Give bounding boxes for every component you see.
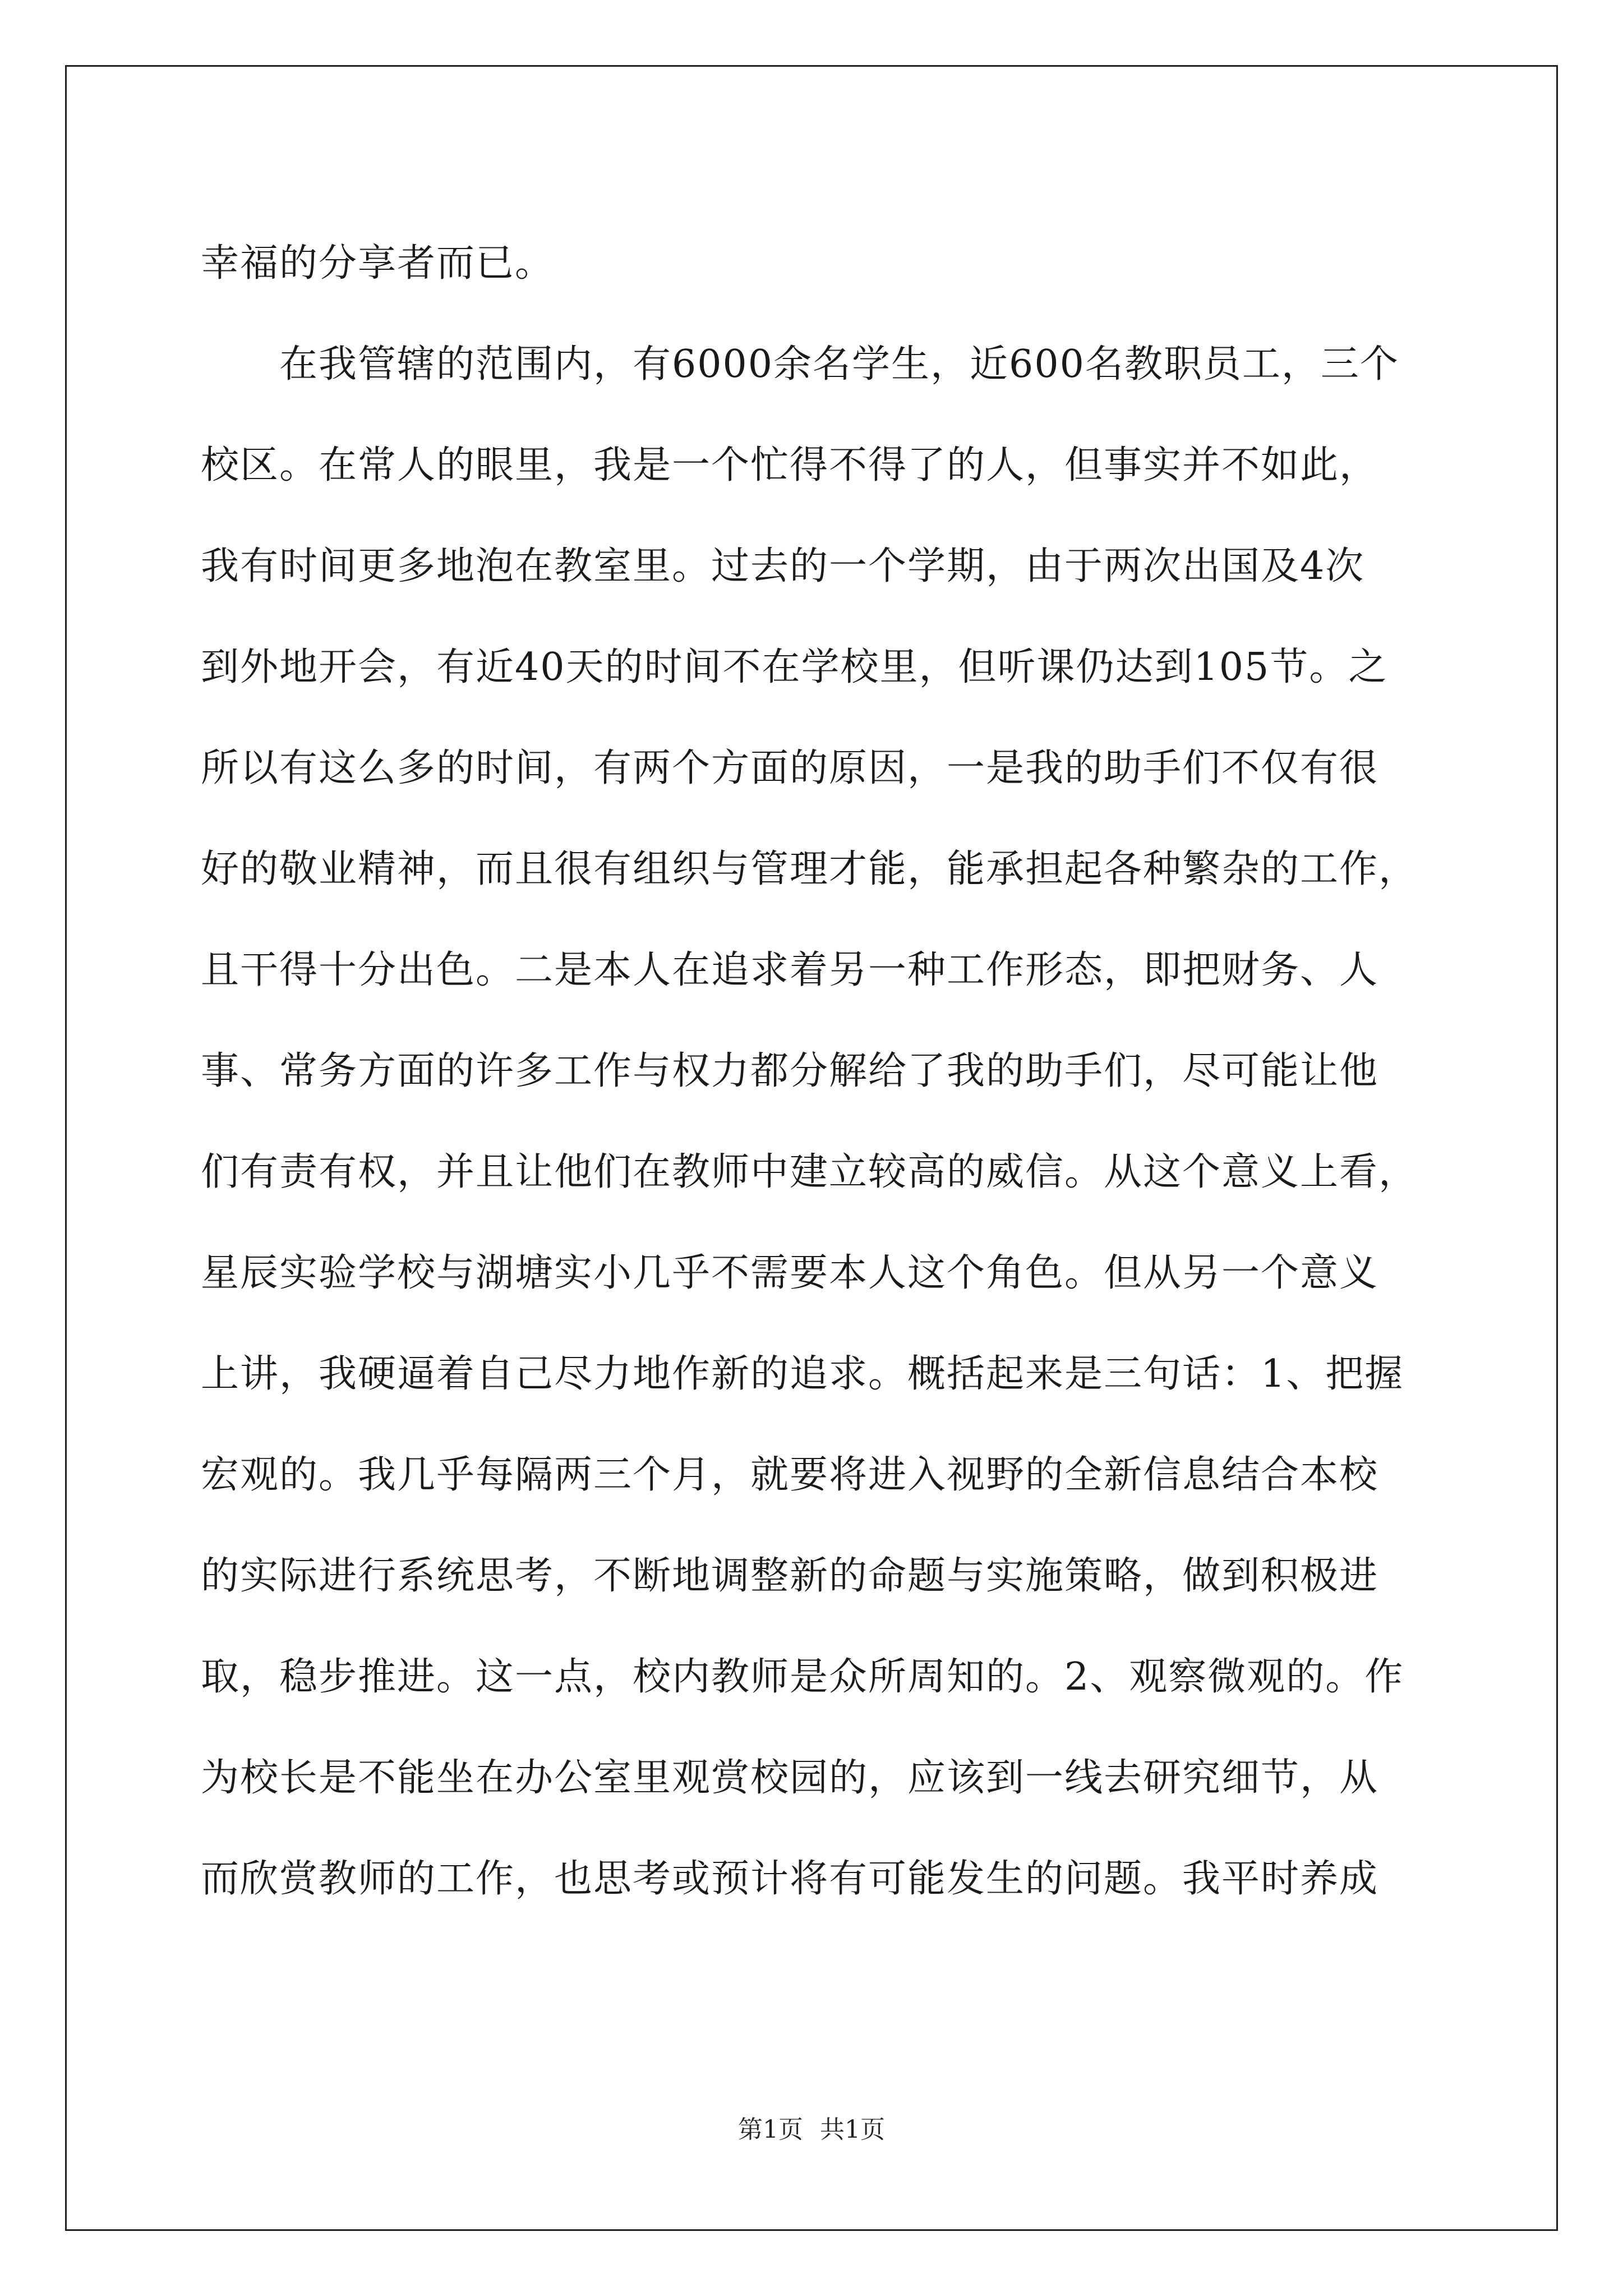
text-line: 们有责有权，并且让他们在教师中建立较高的威信。从这个意义上看， [201, 1150, 1418, 1194]
document-body [201, 213, 1423, 1930]
text-line: 幸福的分享者而已。 [201, 241, 555, 286]
text-line: 星辰实验学校与湖塘实小几乎不需要本人这个角色。但从另一个意义 [201, 1251, 1379, 1295]
page-number: 第1页 [738, 2115, 803, 2144]
text-line: 事、常务方面的许多工作与权力都分解给了我的助手们，尽可能让他 [201, 1049, 1379, 1093]
text-line: 我有时间更多地泡在教室里。过去的一个学期，由于两次出国及4次 [201, 544, 1365, 588]
text-line: 宏观的。我几乎每隔两三个月，就要将进入视野的全新信息结合本校 [201, 1453, 1379, 1497]
page-footer [0, 2109, 1623, 2145]
text-line: 校区。在常人的眼里，我是一个忙得不得了的人，但事实并不如此， [201, 443, 1379, 487]
text-line: 所以有这么多的时间，有两个方面的原因，一是我的助手们不仅有很 [201, 746, 1379, 790]
text-line: 上讲，我硬逼着自己尽力地作新的追求。概括起来是三句话：1、把握 [201, 1352, 1404, 1396]
text-line: 为校长是不能坐在办公室里观赏校园的，应该到一线去研究细节，从 [201, 1756, 1379, 1800]
page-total: 共1页 [820, 2115, 885, 2144]
text-line: 取，稳步推进。这一点，校内教师是众所周知的。2、观察微观的。作 [201, 1655, 1404, 1699]
text-line: 而欣赏教师的工作，也思考或预计将有可能发生的问题。我平时养成 [201, 1857, 1379, 1901]
text-line: 的实际进行系统思考，不断地调整新的命题与实施策略，做到积极进 [201, 1554, 1379, 1598]
text-line: 好的敬业精神，而且很有组织与管理才能，能承担起各种繁杂的工作， [201, 847, 1418, 891]
text-line: 在我管辖的范围内，有6000余名学生，近600名教职员工，三个 [201, 342, 1399, 386]
text-line: 到外地开会，有近40天的时间不在学校里，但听课仍达到105节。之 [201, 645, 1388, 689]
text-line: 且干得十分出色。二是本人在追求着另一种工作形态，即把财务、人 [201, 948, 1379, 992]
